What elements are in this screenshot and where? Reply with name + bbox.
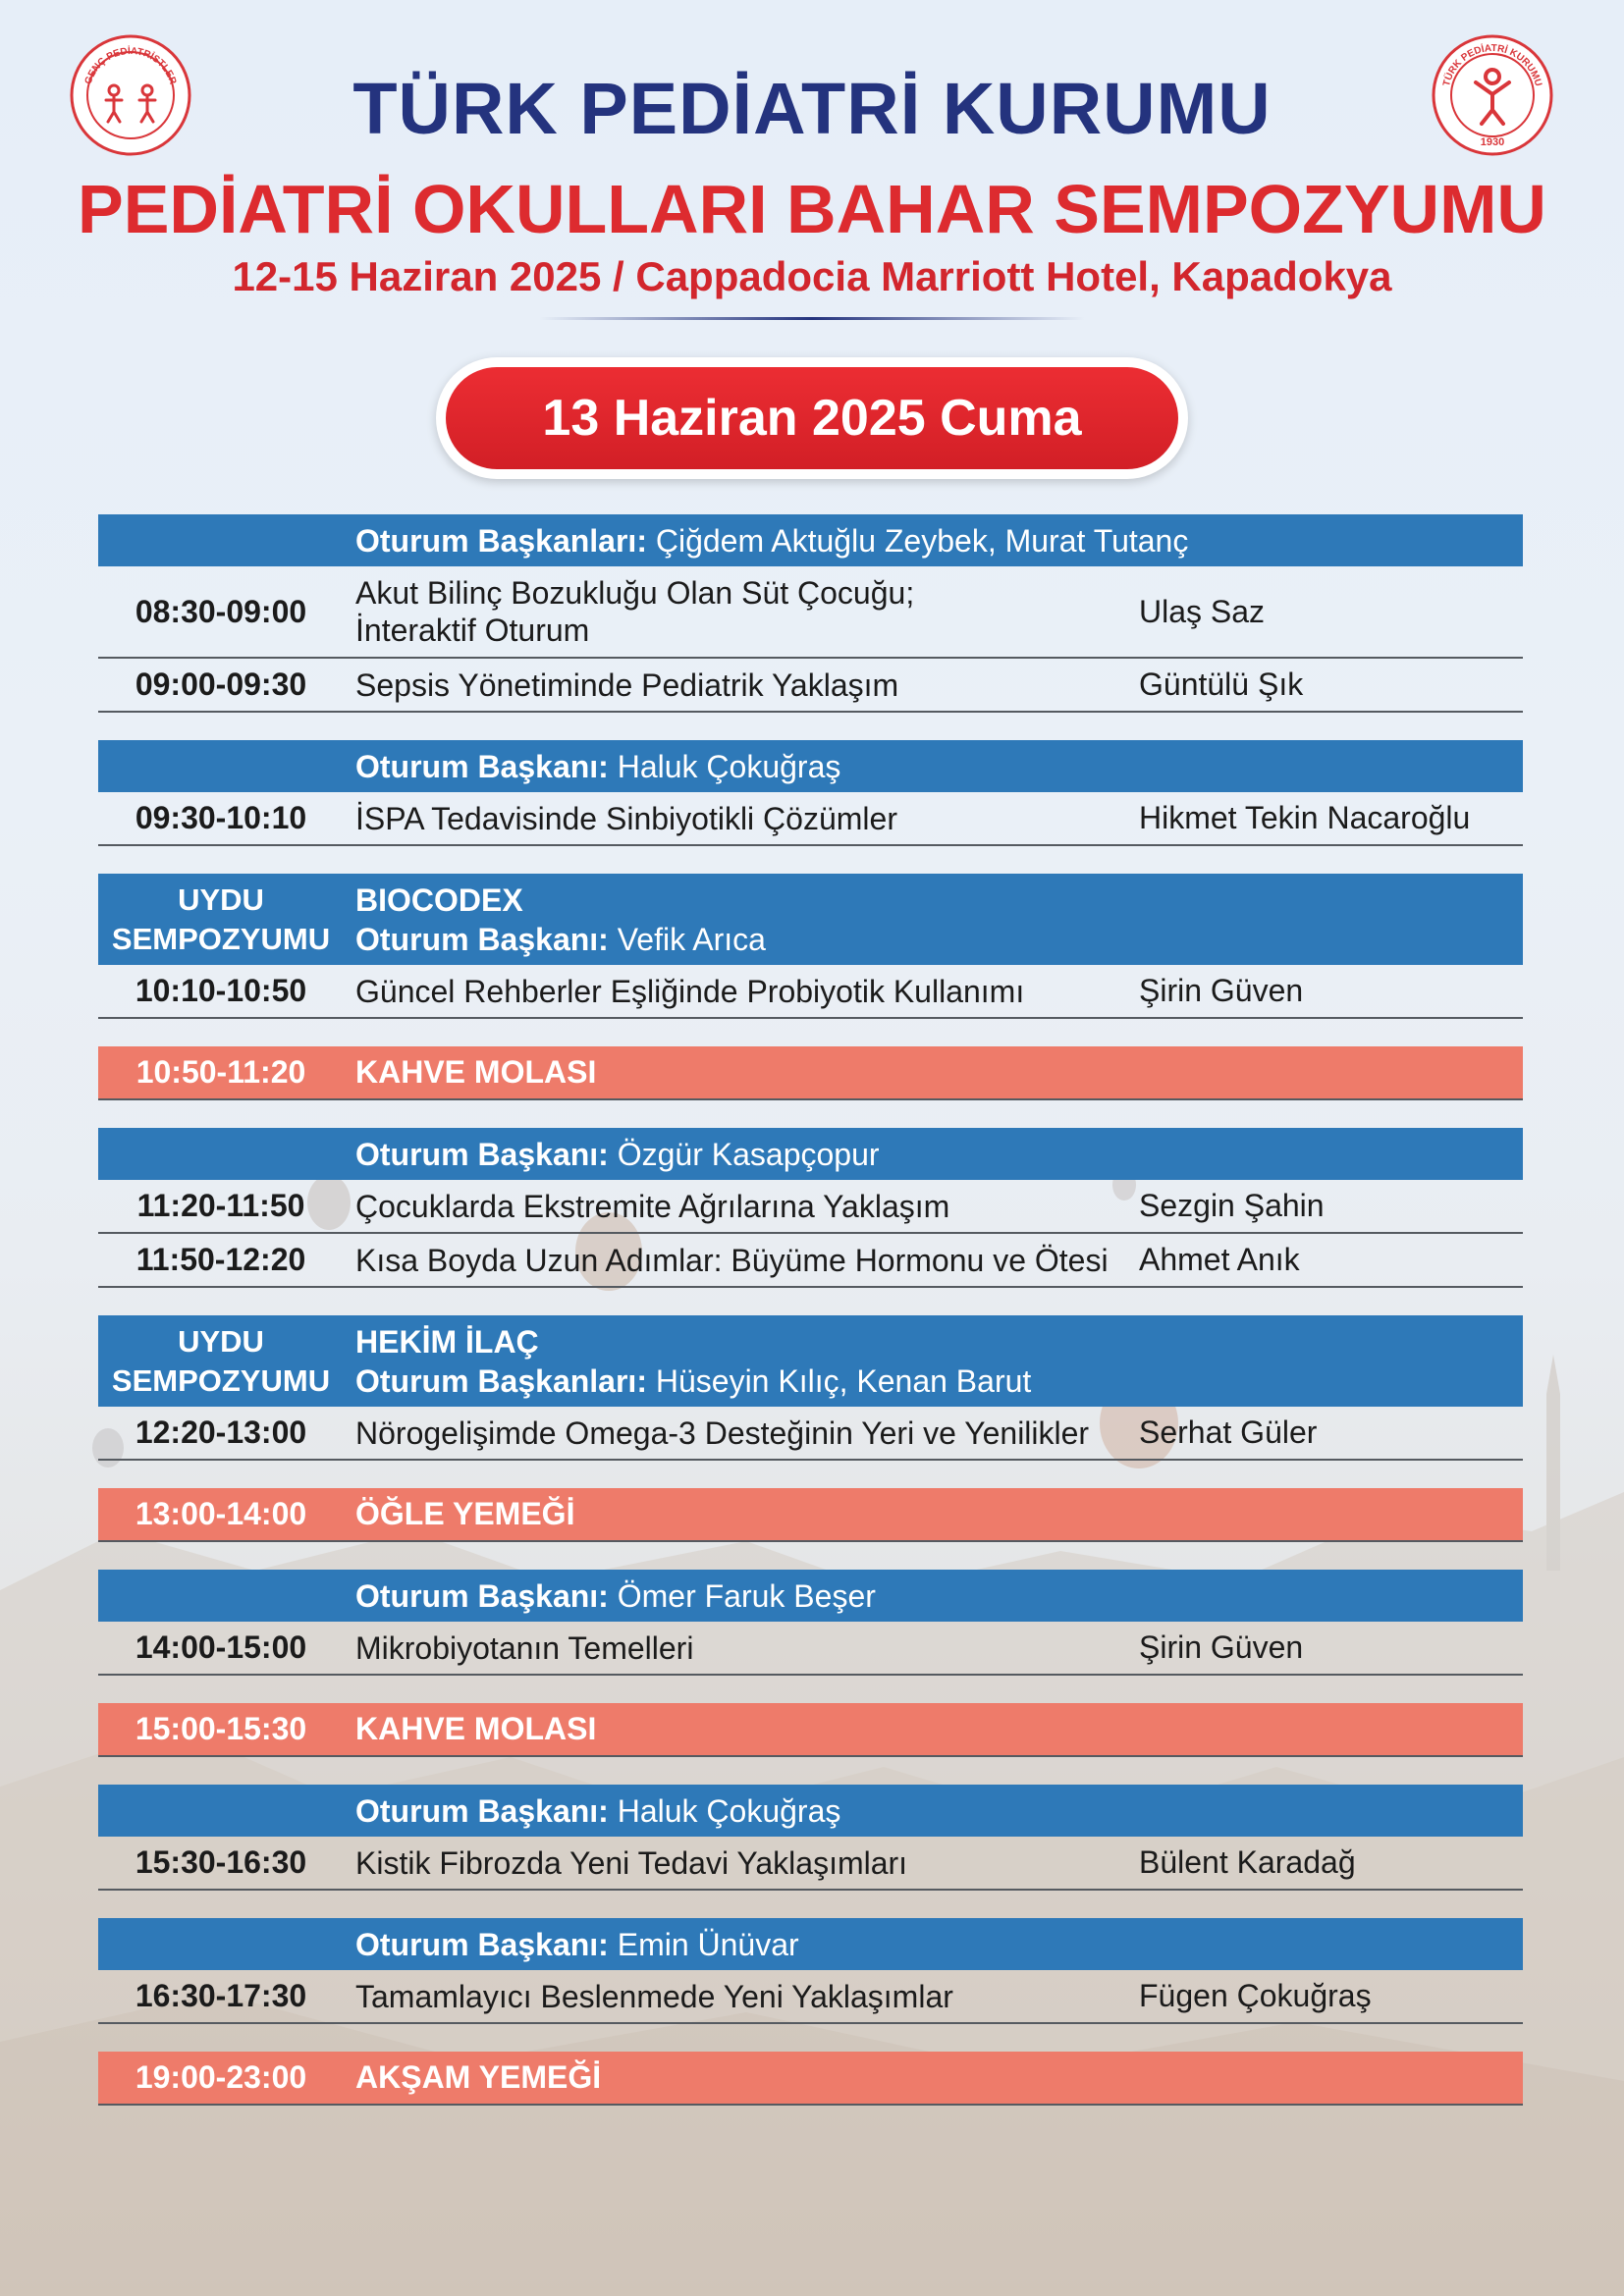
right-logo-year: 1930	[1480, 136, 1505, 148]
event-title: PEDİATRİ OKULLARI BAHAR SEMPOZYUMU	[78, 171, 1546, 247]
talk-title: Akut Bilinç Bozukluğu Olan Süt Çocuğu; İnteraktif Oturum	[355, 575, 915, 648]
satellite-label: UYDU SEMPOZYUMU	[111, 881, 331, 956]
chair-names: Hüseyin Kılıç, Kenan Barut	[646, 1362, 1032, 1399]
speaker: Güntülü Şık	[1139, 667, 1304, 702]
break-label: KAHVE MOLASI	[355, 1711, 597, 1746]
title-divider	[540, 317, 1084, 320]
time-slot: 19:00-23:00	[135, 2059, 307, 2095]
chair-names: Emin Ünüvar	[608, 1926, 799, 1962]
time-slot: 10:10-10:50	[135, 973, 307, 1008]
time-slot: 11:20-11:50	[136, 1188, 305, 1223]
table-row	[98, 1970, 1523, 2024]
break-block	[98, 1703, 1523, 1757]
session-header	[98, 1918, 1523, 1970]
chair-names: Çiğdem Aktuğlu Zeybek, Murat Tutanç	[646, 522, 1189, 559]
break-row	[98, 2052, 1523, 2106]
speaker: Şirin Güven	[1139, 973, 1304, 1008]
break-block	[98, 1488, 1523, 1542]
session-block	[98, 1128, 1523, 1288]
time-slot: 16:30-17:30	[135, 1978, 307, 2013]
time-slot: 10:50-11:20	[135, 1054, 306, 1090]
talk-title: Tamamlayıcı Beslenmede Yeni Yaklaşımlar	[355, 1978, 953, 2014]
session-header	[98, 1570, 1523, 1622]
break-label: AKŞAM YEMEĞİ	[355, 2059, 602, 2095]
chair-names: Vefik Arıca	[608, 921, 766, 957]
schedule-table	[98, 514, 1523, 2133]
time-slot: 13:00-14:00	[135, 1496, 307, 1531]
time-slot: 15:30-16:30	[135, 1844, 307, 1880]
sponsor-name: HEKİM İLAÇ	[355, 1323, 539, 1360]
table-row	[98, 1622, 1523, 1676]
chair-label: Oturum Başkanları:	[355, 522, 647, 559]
time-slot: 09:30-10:10	[135, 800, 307, 835]
talk-title: Kısa Boyda Uzun Adımlar: Büyüme Hormonu ve Ötesi	[355, 1242, 1109, 1278]
time-slot: 15:00-15:30	[135, 1711, 307, 1746]
time-slot: 08:30-09:00	[135, 593, 307, 629]
session-block	[98, 514, 1523, 713]
table-row	[98, 1407, 1523, 1461]
time-slot: 12:20-13:00	[135, 1415, 307, 1450]
chair-label: Oturum Başkanı:	[355, 1136, 609, 1172]
chair-label: Oturum Başkanı:	[355, 921, 609, 957]
chair-label: Oturum Başkanı:	[355, 1792, 609, 1829]
talk-title: Mikrobiyotanın Temelleri	[355, 1629, 694, 1666]
day-badge-text: 13 Haziran 2025 Cuma	[446, 367, 1178, 469]
break-block	[98, 2052, 1523, 2106]
time-slot: 09:00-09:30	[135, 667, 307, 702]
talk-title: Çocuklarda Ekstremite Ağrılarına Yaklaşım	[355, 1188, 950, 1224]
break-block	[98, 1046, 1523, 1100]
speaker: Hikmet Tekin Nacaroğlu	[1139, 800, 1471, 835]
session-header	[98, 1315, 1523, 1407]
break-row	[98, 1703, 1523, 1757]
session-block	[98, 740, 1523, 846]
speaker: Ulaş Saz	[1139, 593, 1266, 629]
chair-names: Ömer Faruk Beşer	[608, 1577, 876, 1614]
dates-venue: 12-15 Haziran 2025 / Cappadocia Marriott Hotel, Kapadokya	[232, 253, 1392, 299]
table-row	[98, 792, 1523, 846]
chair-names: Haluk Çokuğraş	[608, 1792, 841, 1829]
session-header	[98, 514, 1523, 566]
chair-label: Oturum Başkanları:	[355, 1362, 647, 1399]
session-block	[98, 1785, 1523, 1891]
day-badge	[436, 357, 1188, 479]
talk-title: Güncel Rehberler Eşliğinde Probiyotik Kullanımı	[355, 973, 1025, 1009]
chair-label: Oturum Başkanı:	[355, 1577, 609, 1614]
chair-label: Oturum Başkanı:	[355, 1926, 609, 1962]
talk-title: Nörogelişimde Omega-3 Desteğinin Yeri ve Yenilikler	[355, 1415, 1090, 1451]
speaker: Bülent Karadağ	[1139, 1844, 1356, 1880]
satellite-label: UYDU SEMPOZYUMU	[111, 1323, 331, 1398]
organization-title: TÜRK PEDİATRİ KURUMU	[352, 68, 1272, 149]
session-block	[98, 1918, 1523, 2024]
sponsor-name: BIOCODEX	[355, 881, 523, 918]
speaker: Serhat Güler	[1139, 1415, 1318, 1450]
session-block	[98, 1570, 1523, 1676]
talk-title: İSPA Tedavisinde Sinbiyotikli Çözümler	[355, 800, 897, 836]
break-row	[98, 1046, 1523, 1100]
break-label: ÖĞLE YEMEĞİ	[355, 1496, 575, 1531]
table-row	[98, 566, 1523, 659]
session-header	[98, 874, 1523, 965]
chair-names: Özgür Kasapçopur	[608, 1136, 880, 1172]
break-row	[98, 1488, 1523, 1542]
speaker: Şirin Güven	[1139, 1629, 1304, 1665]
speaker: Sezgin Şahin	[1139, 1188, 1325, 1223]
break-label: KAHVE MOLASI	[355, 1054, 597, 1090]
right-logo-text: TÜRK PEDİATRİ KURUMU	[1440, 42, 1544, 88]
table-row	[98, 1837, 1523, 1891]
talk-title: Sepsis Yönetiminde Pediatrik Yaklaşım	[355, 667, 899, 703]
session-header	[98, 1128, 1523, 1180]
chair-names: Haluk Çokuğraş	[608, 748, 841, 784]
table-row	[98, 1180, 1523, 1234]
left-logo-text: GENÇ PEDİATRİSTLER	[82, 45, 179, 86]
time-slot: 11:50-12:20	[135, 1242, 306, 1277]
session-header	[98, 1785, 1523, 1837]
satellite-session-block	[98, 1315, 1523, 1461]
table-row	[98, 1234, 1523, 1288]
satellite-session-block	[98, 874, 1523, 1019]
time-slot: 14:00-15:00	[135, 1629, 307, 1665]
speaker: Fügen Çokuğraş	[1139, 1978, 1372, 2013]
chair-label: Oturum Başkanı:	[355, 748, 609, 784]
session-header	[98, 740, 1523, 792]
talk-title: Kistik Fibrozda Yeni Tedavi Yaklaşımları	[355, 1844, 908, 1881]
table-row	[98, 965, 1523, 1019]
table-row	[98, 659, 1523, 713]
speaker: Ahmet Anık	[1139, 1242, 1300, 1277]
